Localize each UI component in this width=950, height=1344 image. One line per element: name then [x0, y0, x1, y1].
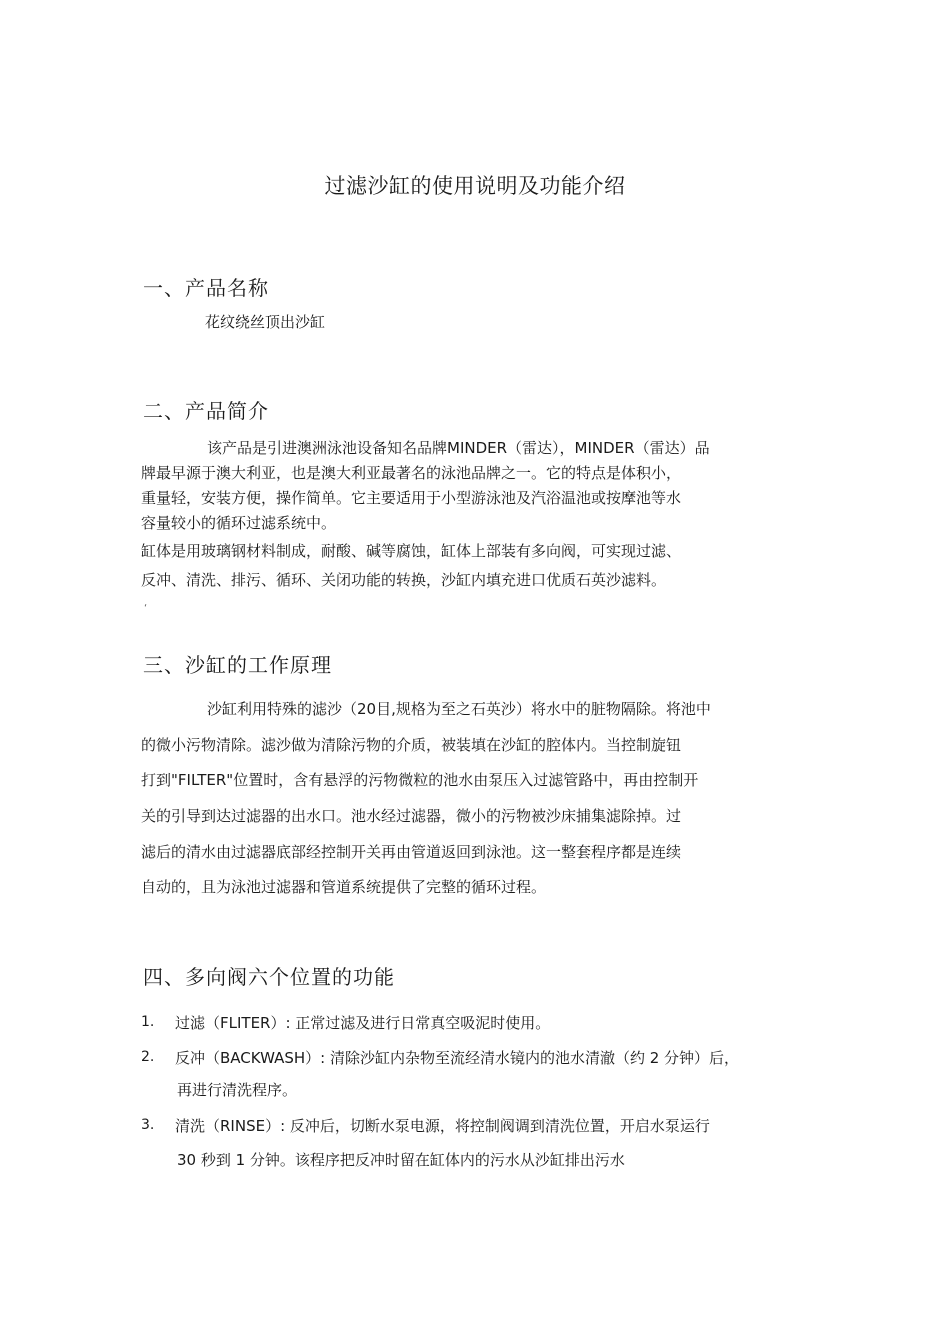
intro-line: 容量较小的循环过滤系统中。: [141, 514, 337, 532]
intro-line: 该产品是引进澳洲泳池设备知名品牌MINDER（雷达），MINDER（雷达）品: [207, 439, 710, 457]
list-item-text: 清洗（RINSE）: 反冲后，切断水泵电源，将控制阀调到清洗位置，开启水泵运行: [175, 1117, 710, 1135]
list-number: 3.: [141, 1117, 155, 1133]
list-number: 1.: [141, 1014, 155, 1030]
stray-mark: ‘: [144, 603, 148, 614]
list-item-text: 反冲（BACKWASH）: 清除沙缸内杂物至流经清水镜内的池水清澈（约 2 分钟）后，: [175, 1049, 740, 1067]
principle-line: 关的引导到达过滤器的出水口。池水经过滤器，微小的污物被沙床捕集滤除掉。过: [141, 807, 682, 825]
document-title: 过滤沙缸的使用说明及功能介绍: [324, 174, 626, 198]
section-2-heading: 二、产品简介: [143, 399, 269, 423]
section-4-heading: 四、多向阀六个位置的功能: [143, 965, 395, 989]
list-number: 2.: [141, 1049, 155, 1065]
principle-line: 自动的，且为泳池过滤器和管道系统提供了完整的循环过程。: [141, 878, 547, 896]
intro-line: 反冲、清洗、排污、循环、关闭功能的转换，沙缸内填充进口优质石英沙滤料。: [141, 571, 667, 589]
principle-line: 滤后的清水由过滤器底部经控制开关再由管道返回到泳池。这一整套程序都是连续: [141, 843, 682, 861]
principle-line: 的微小污物清除。滤沙做为清除污物的介质，被装填在沙缸的腔体内。当控制旋钮: [141, 736, 682, 754]
product-name: 花纹绕丝顶出沙缸: [205, 313, 326, 331]
list-item-text: 过滤（FLITER）: 正常过滤及进行日常真空吸泥时使用。: [175, 1014, 551, 1032]
principle-line: 沙缸利用特殊的滤沙（20目,规格为至之石英沙）将水中的脏物隔除。将池中: [207, 700, 711, 718]
section-1-heading: 一、产品名称: [143, 276, 269, 300]
intro-line: 重量轻，安装方便，操作简单。它主要适用于小型游泳池及汽浴温池或按摩池等水: [141, 489, 682, 507]
intro-line: 缸体是用玻璃钢材料制成，耐酸、碱等腐蚀，缸体上部装有多向阀，可实现过滤、: [141, 542, 682, 560]
principle-line: 打到"FILTER"位置时，含有悬浮的污物微粒的池水由泵压入过滤管路中，再由控制开: [141, 771, 699, 789]
intro-line: 牌最早源于澳大利亚，也是澳大利亚最著名的泳池品牌之一。它的特点是体积小，: [141, 464, 682, 482]
list-item-text: 30 秒到 1 分钟。该程序把反冲时留在缸体内的污水从沙缸排出污水: [177, 1151, 625, 1169]
section-3-heading: 三、沙缸的工作原理: [143, 653, 332, 677]
list-item-text: 再进行清洗程序。: [177, 1081, 298, 1099]
